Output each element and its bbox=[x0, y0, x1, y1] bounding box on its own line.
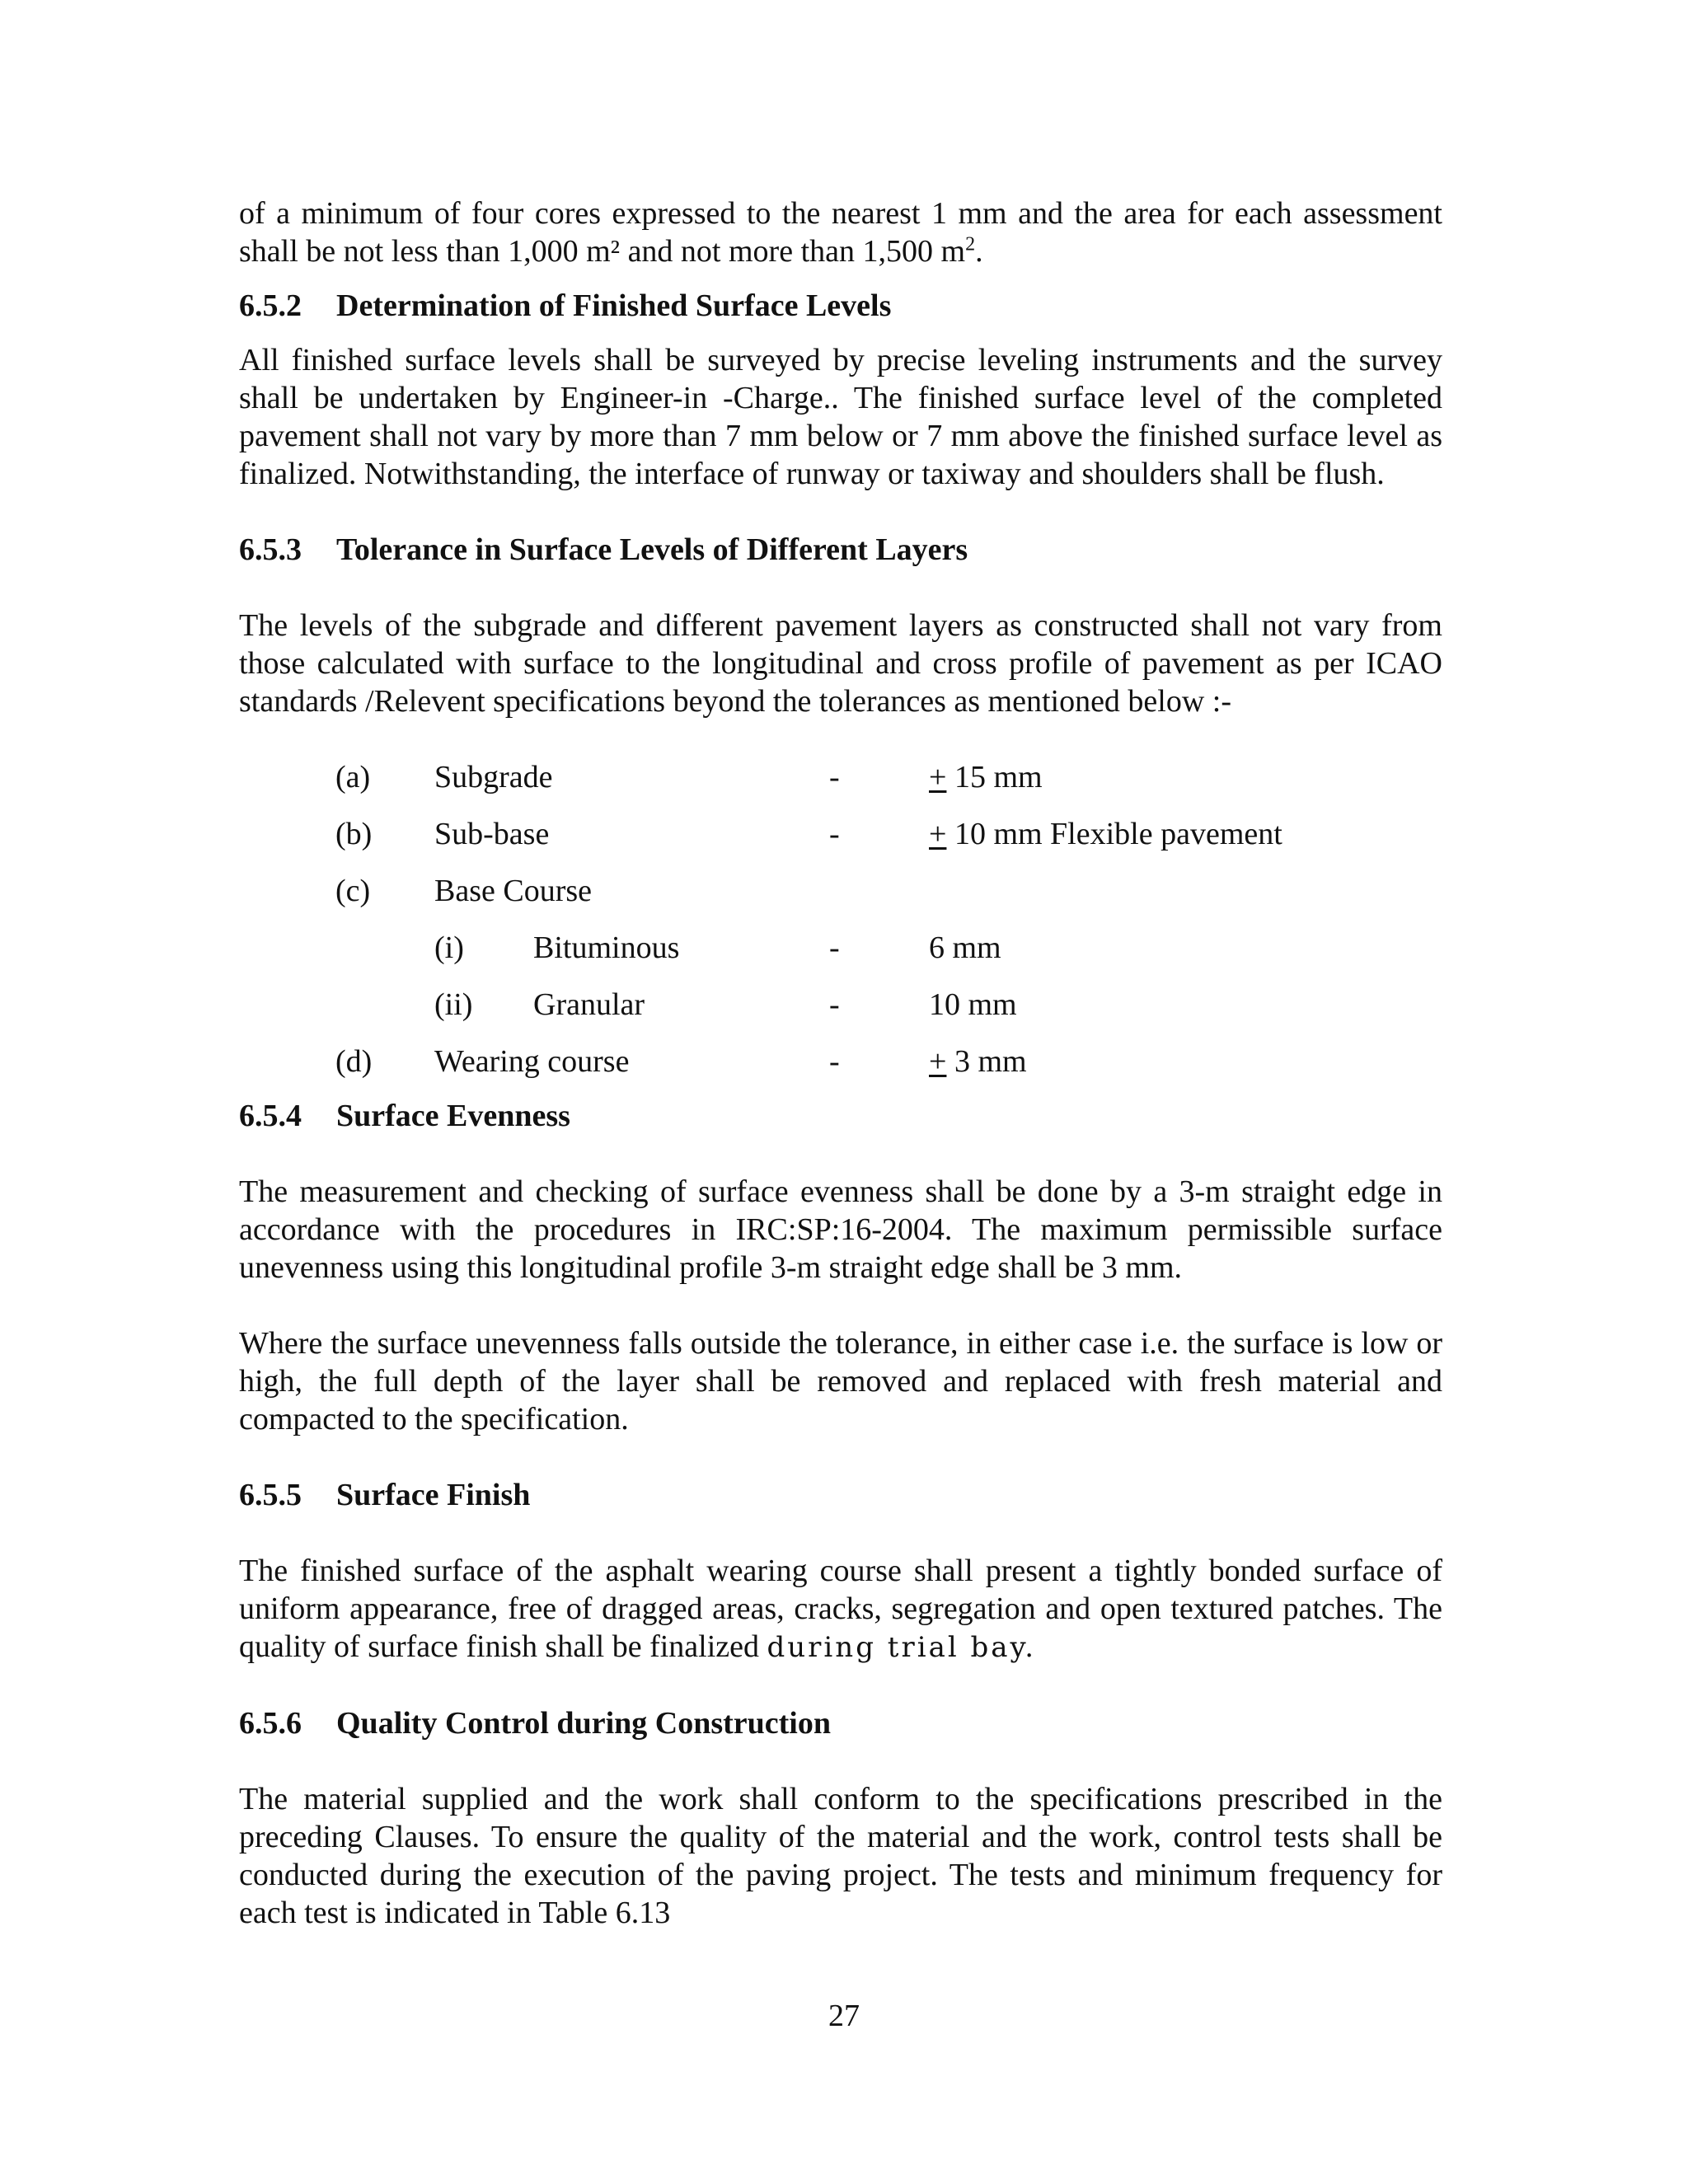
section-title: Surface Finish bbox=[336, 1478, 531, 1512]
tolerance-row-granular: (ii) Granular - 10 mm bbox=[434, 987, 1017, 1022]
section-6-5-5-body: The finished surface of the asphalt wearing course shall present a tightly bonded surface of uniform appearance, free of dragged areas, cracks, segregation and open textured patches. The quality of surface finish shall be finalized during trial bay. bbox=[239, 1554, 1442, 1664]
section-6-5-4-body-1: The measurement and checking of surface evenness shall be done by a 3-m straight edge in accordance with the procedures in IRC:SP:16-2004. The maximum permissible surface unevenness using this longitudinal profile 3-m straight edge shall be 3 mm. bbox=[239, 1174, 1442, 1285]
tolerance-row-subgrade: (a) Subgrade - + 15 mm bbox=[335, 760, 1043, 794]
tolerance-row-wearing-course: (d) Wearing course - + 3 mm bbox=[335, 1044, 1027, 1079]
section-number: 6.5.4 bbox=[239, 1099, 302, 1133]
plus-minus-sign: + bbox=[929, 760, 947, 794]
section-heading-6-5-2 bbox=[239, 287, 1442, 325]
tolerance-row-bituminous: (i) Bituminous - 6 mm bbox=[434, 930, 1001, 965]
section-heading-6-5-6 bbox=[239, 1704, 1442, 1742]
section-title: Quality Control during Construction bbox=[336, 1706, 831, 1741]
tolerance-list bbox=[239, 758, 1442, 1080]
document-page bbox=[239, 194, 1442, 1932]
section-6-5-2-body: All finished surface levels shall be surveyed by precise leveling instruments and the survey shall be undertaken by Engineer-in -Charge.. The finished surface level of the completed pavement shall not vary by more than 7 mm below or 7 mm above the finished surface level as finalized. Notwithstanding, the interface of runway or taxiway and shoulders shall be flush. bbox=[239, 343, 1442, 491]
section-number: 6.5.6 bbox=[239, 1706, 302, 1741]
plus-minus-sign: + bbox=[929, 817, 947, 851]
section-heading-6-5-5 bbox=[239, 1476, 1442, 1514]
section-6-5-3-body: The levels of the subgrade and different pavement layers as constructed shall not vary from those calculated with surface to the longitudinal and cross profile of pavement as per ICAO standards /Relevent specifications beyond the tolerances as mentioned below :- bbox=[239, 608, 1442, 719]
section-6-5-4-body-2: Where the surface unevenness falls outside the tolerance, in either case i.e. the surface is low or high, the full depth of the layer shall be removed and replaced with fresh material and compacted to the specification. bbox=[239, 1326, 1442, 1436]
section-title: Tolerance in Surface Levels of Different Layers bbox=[336, 532, 968, 567]
section-title: Surface Evenness bbox=[336, 1099, 570, 1133]
page-number: 27 bbox=[828, 1999, 860, 2033]
tolerance-row-base-course: (c) Base Course bbox=[335, 874, 593, 908]
section-number: 6.5.3 bbox=[239, 532, 302, 567]
section-number: 6.5.5 bbox=[239, 1478, 302, 1512]
section-number: 6.5.2 bbox=[239, 288, 302, 323]
section-heading-6-5-4 bbox=[239, 1097, 1442, 1135]
intro-paragraph: of a minimum of four cores expressed to the nearest 1 mm and the area for each assessment shall be not less than 1,000 m² and not more than 1,500 $m^2$. bbox=[239, 196, 1442, 269]
section-heading-6-5-3 bbox=[239, 531, 1442, 569]
plus-minus-sign: + bbox=[929, 1044, 947, 1079]
tolerance-row-sub-base: (b) Sub-base - + 10 mm Flexible pavement bbox=[335, 817, 1282, 851]
section-title: Determination of Finished Surface Levels bbox=[336, 288, 892, 323]
section-6-5-6-body: The material supplied and the work shall conform to the specifications prescribed in the preceding Clauses. To ensure the quality of the material and the work, control tests shall be conducted during the execution of the paving project. The tests and minimum frequency for each test is indicated in Table 6.13 bbox=[239, 1782, 1442, 1930]
